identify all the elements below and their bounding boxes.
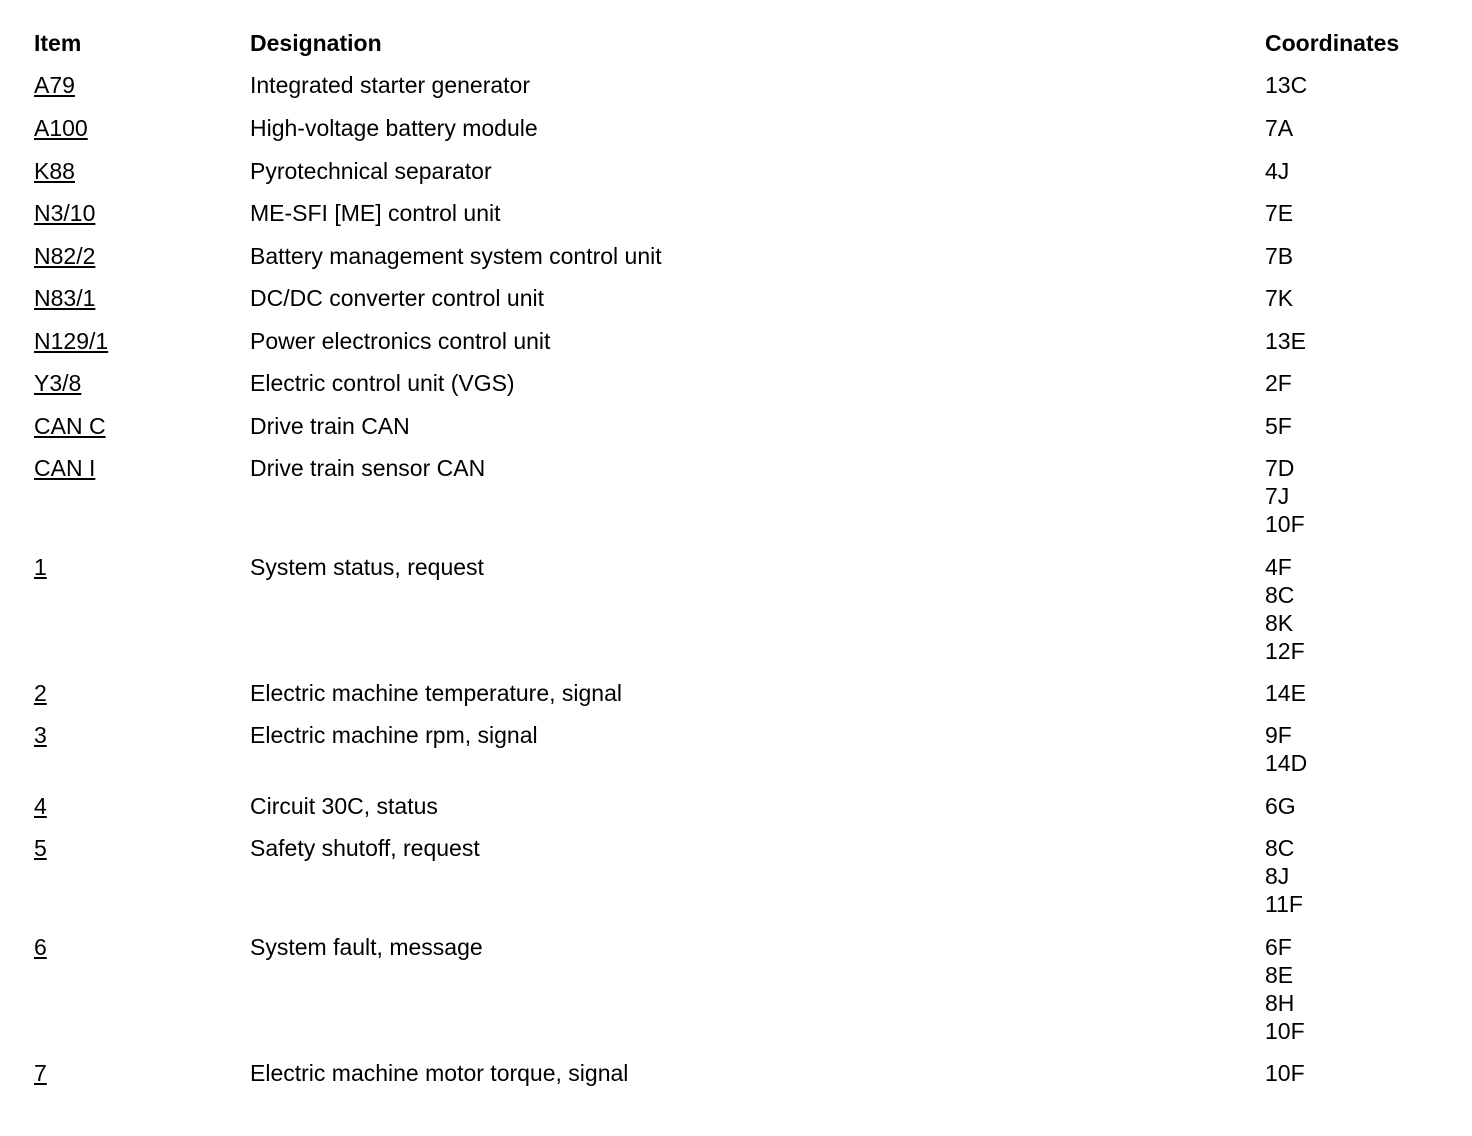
coordinate-value: 7D bbox=[1265, 455, 1295, 481]
coordinate-value: 10F bbox=[1265, 511, 1305, 537]
coordinates-cell bbox=[1265, 679, 1306, 707]
item-link[interactable]: N129/1 bbox=[34, 328, 109, 354]
item-link[interactable]: N82/2 bbox=[34, 243, 96, 269]
coordinate-value: 14D bbox=[1265, 750, 1308, 776]
item-link[interactable]: A100 bbox=[34, 115, 88, 141]
coordinates-cell bbox=[1265, 792, 1296, 820]
designation-text: High-voltage battery module bbox=[250, 115, 538, 141]
designation-text: DC/DC converter control unit bbox=[250, 285, 544, 311]
coordinate-value: 8H bbox=[1265, 990, 1295, 1016]
header-coordinates: Coordinates bbox=[1265, 30, 1400, 56]
header-item: Item bbox=[34, 30, 82, 56]
coordinates-cell bbox=[1265, 553, 1305, 665]
designation-text: Electric machine rpm, signal bbox=[250, 722, 538, 748]
item-link[interactable]: A79 bbox=[34, 72, 75, 98]
coordinates-cell bbox=[1265, 1059, 1305, 1087]
coordinate-value: 9F bbox=[1265, 722, 1292, 748]
designation-text: Pyrotechnical separator bbox=[250, 158, 492, 184]
designation-text: Electric machine temperature, signal bbox=[250, 680, 622, 706]
coordinates-cell bbox=[1265, 199, 1293, 227]
designation-text: Electric control unit (VGS) bbox=[250, 370, 515, 396]
designation-text: Safety shutoff, request bbox=[250, 835, 480, 861]
coordinate-value: 8C bbox=[1265, 582, 1295, 608]
coordinate-value: 4J bbox=[1265, 158, 1290, 184]
coordinates-cell bbox=[1265, 71, 1307, 99]
coordinate-value: 6G bbox=[1265, 793, 1296, 819]
coordinates-cell bbox=[1265, 157, 1289, 185]
coordinates-cell bbox=[1265, 369, 1292, 397]
coordinates-cell bbox=[1265, 454, 1305, 538]
coordinate-value: 8C bbox=[1265, 835, 1295, 861]
coordinate-value: 5F bbox=[1265, 413, 1292, 439]
coordinate-value: 2F bbox=[1265, 370, 1292, 396]
header-designation: Designation bbox=[250, 30, 382, 56]
coordinate-value: 14E bbox=[1265, 680, 1306, 706]
coordinate-value: 4F bbox=[1265, 554, 1292, 580]
coordinate-value: 8J bbox=[1265, 863, 1290, 889]
item-link[interactable]: 4 bbox=[34, 793, 47, 819]
coordinate-value: 10F bbox=[1265, 1060, 1305, 1086]
coordinate-value: 11F bbox=[1265, 891, 1303, 917]
coordinate-value: 7B bbox=[1265, 243, 1294, 269]
coordinates-cell bbox=[1265, 412, 1292, 440]
coordinates-cell bbox=[1265, 933, 1305, 1045]
coordinate-value: 8E bbox=[1265, 962, 1294, 988]
coordinate-value: 7J bbox=[1265, 483, 1290, 509]
item-link[interactable]: N83/1 bbox=[34, 285, 96, 311]
designation-text: System status, request bbox=[250, 554, 484, 580]
coordinates-cell bbox=[1265, 834, 1303, 918]
coordinates-cell bbox=[1265, 284, 1293, 312]
item-link[interactable]: N3/10 bbox=[34, 200, 96, 226]
item-link[interactable]: 7 bbox=[34, 1060, 47, 1086]
coordinate-value: 8K bbox=[1265, 610, 1294, 636]
coordinate-value: 12F bbox=[1265, 638, 1305, 664]
item-link[interactable]: CAN C bbox=[34, 413, 106, 439]
item-link[interactable]: 2 bbox=[34, 680, 47, 706]
designation-text: Battery management system control unit bbox=[250, 243, 662, 269]
designation-text: Circuit 30C, status bbox=[250, 793, 438, 819]
item-link[interactable]: 6 bbox=[34, 934, 47, 960]
coordinate-value: 6F bbox=[1265, 934, 1292, 960]
coordinate-value: 13E bbox=[1265, 328, 1306, 354]
coordinate-value: 10F bbox=[1265, 1018, 1305, 1044]
designation-text: Drive train sensor CAN bbox=[250, 455, 486, 481]
coordinates-cell bbox=[1265, 721, 1307, 777]
designation-text: Electric machine motor torque, signal bbox=[250, 1060, 629, 1086]
coordinates-cell bbox=[1265, 327, 1306, 355]
coordinates-cell bbox=[1265, 242, 1293, 270]
designation-text: Integrated starter generator bbox=[250, 72, 530, 98]
coordinates-cell bbox=[1265, 114, 1293, 142]
item-link[interactable]: Y3/8 bbox=[34, 370, 82, 396]
designation-text: ME-SFI [ME] control unit bbox=[250, 200, 501, 226]
designation-text: Power electronics control unit bbox=[250, 328, 551, 354]
item-link[interactable]: 3 bbox=[34, 722, 47, 748]
item-link[interactable]: 5 bbox=[34, 835, 47, 861]
coordinate-value: 13C bbox=[1265, 72, 1308, 98]
designation-text: Drive train CAN bbox=[250, 413, 410, 439]
coordinate-value: 7A bbox=[1265, 115, 1294, 141]
coordinate-value: 7E bbox=[1265, 200, 1294, 226]
designation-text: System fault, message bbox=[250, 934, 483, 960]
item-link[interactable]: 1 bbox=[34, 554, 47, 580]
item-link[interactable]: K88 bbox=[34, 158, 75, 184]
coordinate-value: 7K bbox=[1265, 285, 1294, 311]
item-link[interactable]: CAN I bbox=[34, 455, 96, 481]
